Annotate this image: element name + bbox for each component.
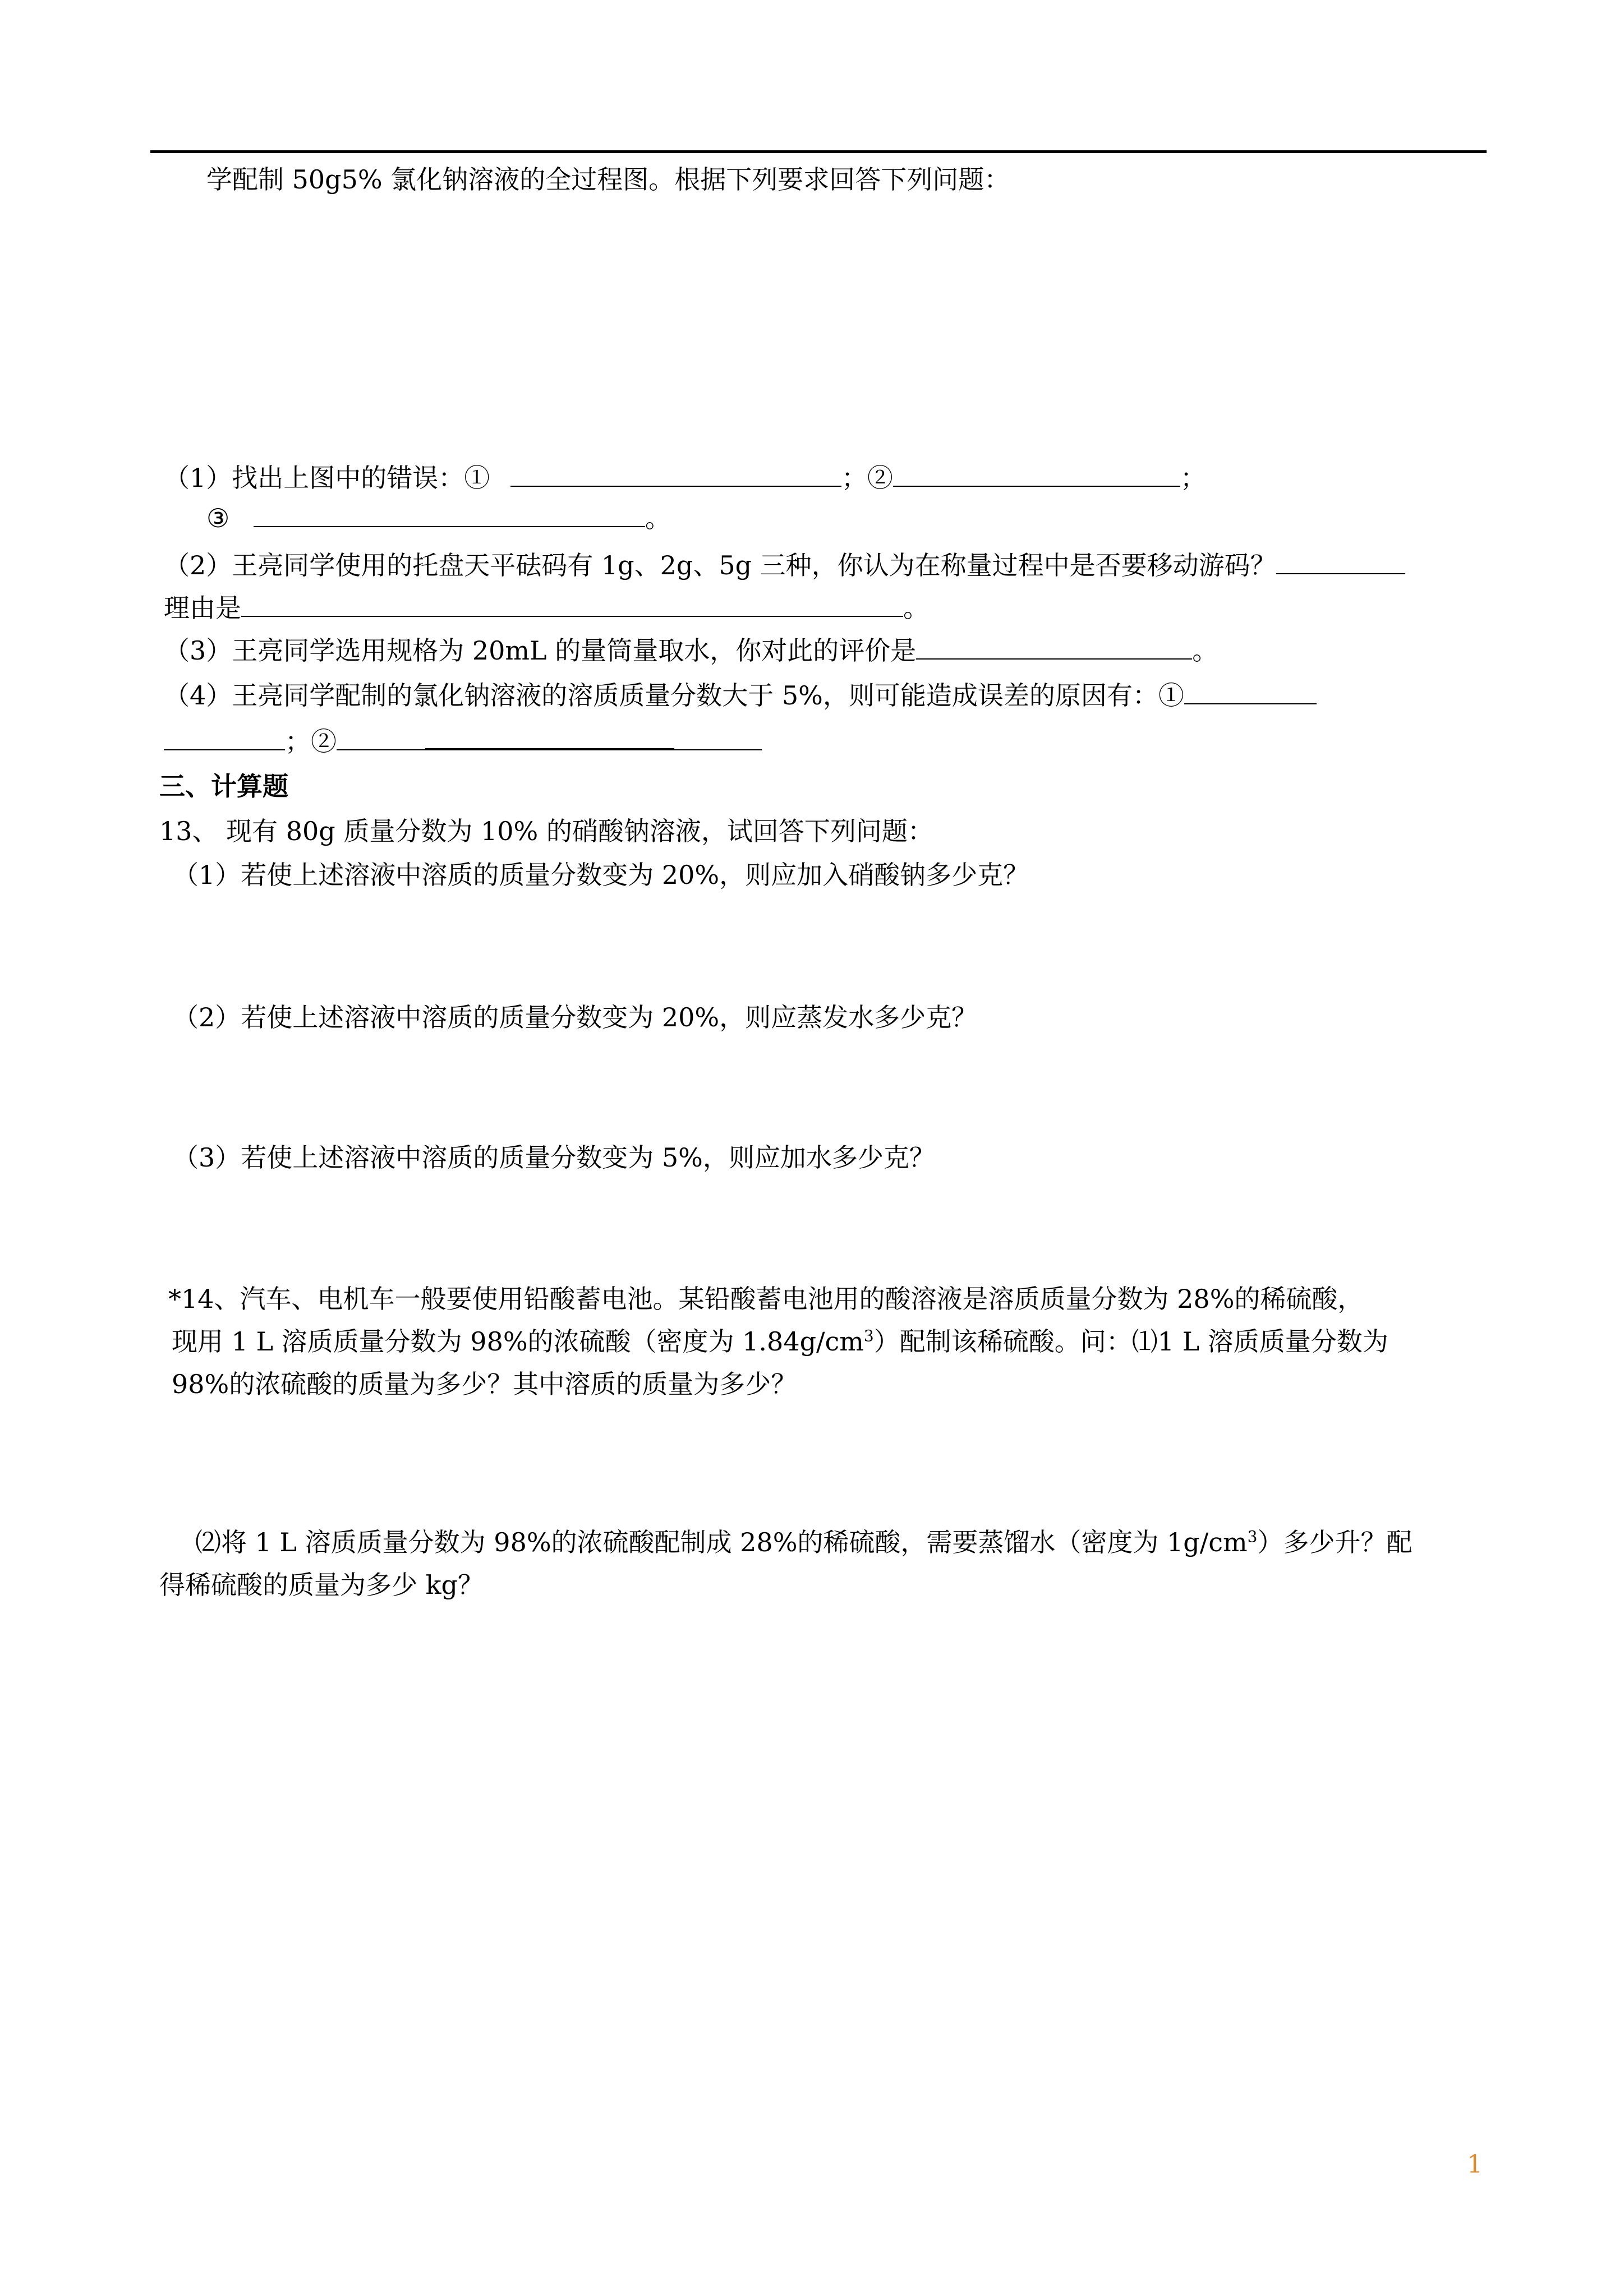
blank-evaluation[interactable] [916, 634, 1192, 660]
q12-part1-label: （1）找出上图中的错误：① [164, 463, 490, 493]
q12-part3-end: 。 [1192, 635, 1218, 666]
q12-part4-sep: ；② [285, 726, 337, 757]
q14-line2-sup: 3 [863, 1326, 874, 1345]
q12-part1-c-end: 。 [645, 503, 671, 533]
blank-error-2[interactable] [893, 461, 1180, 487]
blank-move-rider[interactable] [1276, 548, 1405, 574]
q14-part2-line2: 得稀硫酸的质量为多少 kg？ [159, 1570, 484, 1600]
q12-part3 [164, 634, 1218, 667]
q12-part1-c-label: ③ [206, 503, 230, 533]
blank-error-3[interactable] [254, 501, 645, 527]
q12-part2-end: 。 [903, 593, 929, 623]
q12-part1 [164, 461, 1206, 495]
q12-part2-line2 [164, 591, 929, 625]
blank-reason[interactable] [241, 591, 903, 617]
q12-part1-sep: ；② [841, 463, 893, 493]
page-number: 1 [1467, 2150, 1483, 2179]
q14-line2 [172, 1325, 1388, 1358]
q14-part2-line1 [195, 1525, 1412, 1559]
q14-part2-a: ⑵将 1 L 溶质质量分数为 98%的浓硫酸配制成 28%的稀硫酸，需要蒸馏水（密度为 1g/cm [195, 1527, 1248, 1557]
header-rule [150, 150, 1487, 153]
q12-part1-line2 [206, 501, 671, 535]
q12-part4-line2 [164, 723, 762, 758]
blank-cause-1b[interactable] [164, 725, 285, 750]
q13-part3: （3）若使上述溶液中溶质的质量分数变为 5%，则应加水多少克？ [173, 1142, 935, 1173]
blank-error-1[interactable] [510, 461, 841, 487]
blank-cause-1a[interactable] [1184, 679, 1317, 704]
q14-part2-b: ）多少升？配 [1257, 1527, 1413, 1557]
q12-part2 [164, 548, 1405, 582]
q12-part2-question: （2）王亮同学使用的托盘天平砝码有 1g、2g、5g 三种，你认为在称量过程中是否要移动游码？ [164, 550, 1276, 580]
q12-part1-end: ； [1180, 463, 1206, 493]
q13-part1: （1）若使上述溶液中溶质的质量分数变为 20%，则应加入硝酸钠多少克？ [173, 860, 1029, 890]
q12-part3-question: （3）王亮同学选用规格为 20mL 的量筒量取水，你对此的评价是 [164, 635, 917, 666]
q13-stem: 13、 现有 80g 质量分数为 10% 的硝酸钠溶液，试回答下列问题： [159, 816, 933, 846]
q13-part2: （2）若使上述溶液中溶质的质量分数变为 20%，则应蒸发水多少克？ [173, 1002, 978, 1032]
q14-part2-sup: 3 [1247, 1527, 1258, 1546]
blank-cause-2c[interactable] [674, 725, 762, 750]
q12-part2-reason-label: 理由是 [164, 593, 241, 623]
q14-line2-b: ）配制该稀硫酸。问：⑴1 L 溶质质量分数为 [873, 1326, 1388, 1357]
q14-line2-a: 现用 1 L 溶质质量分数为 98%的浓硫酸（密度为 1.84g/cm [172, 1326, 864, 1357]
section-title-calculation: 三、计算题 [159, 771, 288, 801]
q14-line1: *14、汽车、电机车一般要使用铅酸蓄电池。某铅酸蓄电池用的酸溶液是溶质质量分数为 28%的稀硫酸， [168, 1284, 1364, 1314]
q12-part4 [164, 679, 1317, 712]
intro-text: 学配制 50g5% 氯化钠溶液的全过程图。根据下列要求回答下列问题： [206, 164, 1010, 195]
blank-cause-2b[interactable] [425, 723, 674, 750]
q14-line3: 98%的浓硫酸的质量为多少？其中溶质的质量为多少？ [172, 1369, 797, 1399]
blank-cause-2a[interactable] [337, 725, 425, 750]
q12-part4-question: （4）王亮同学配制的氯化钠溶液的溶质质量分数大于 5%，则可能造成误差的原因有：① [164, 680, 1184, 711]
